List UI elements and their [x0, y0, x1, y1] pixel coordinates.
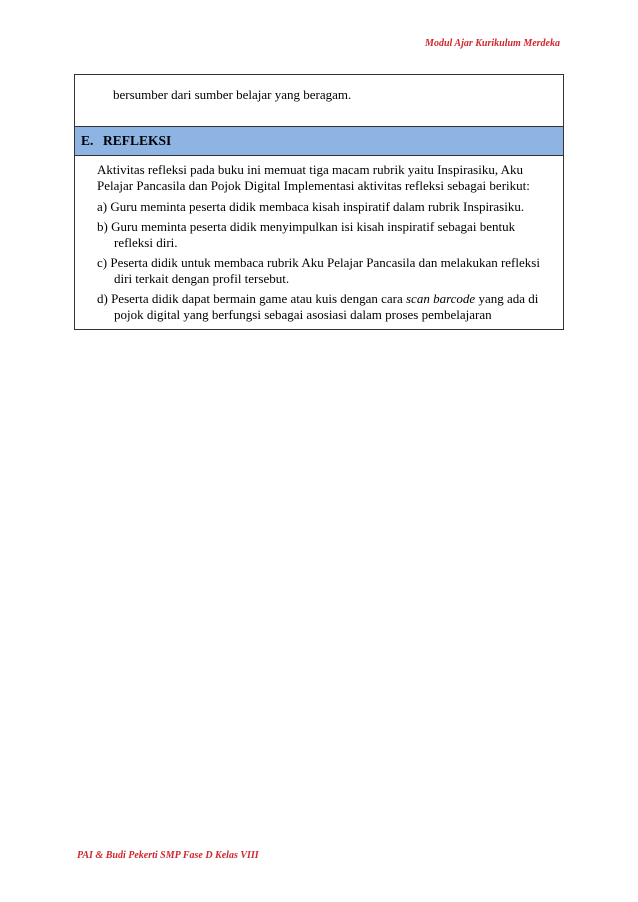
section-body	[75, 156, 563, 329]
list-item-a: a) Guru meminta peserta didik membaca kisah inspiratif dalam rubrik Inspirasiku.	[97, 199, 525, 214]
list-item-b: b) Guru meminta peserta didik menyimpulkan isi kisah inspiratif sebagai bentuk refleksi diri.	[97, 219, 516, 250]
module-header: Modul Ajar Kurikulum Merdeka	[425, 38, 560, 49]
section-letter: E.	[81, 133, 94, 148]
list-item-d-italic-term: scan barcode	[406, 291, 476, 306]
continuation-text: bersumber dari sumber belajar yang beragam.	[113, 87, 352, 102]
list-item-d-text-start: d) Peserta didik dapat bermain game atau kuis dengan cara	[97, 291, 406, 306]
list-item-c: c) Peserta didik untuk membaca rubrik Aku Pelajar Pancasila dan melakukan refleksi diri terkait dengan profil tersebut.	[97, 255, 540, 286]
section-title: REFLEKSI	[103, 133, 172, 148]
content-table	[74, 74, 564, 330]
section-intro: Aktivitas refleksi pada buku ini memuat tiga macam rubrik yaitu Inspirasiku, Aku Pelajar Pancasila dan Pojok Digital Implementasi aktivitas refleksi sebagai berikut:	[97, 162, 530, 193]
book-footer: PAI & Budi Pekerti SMP Fase D Kelas VIII	[77, 850, 259, 861]
list-item-d	[97, 291, 557, 323]
list-item-d-text-end: yang ada di pojok digital yang berfungsi sebagai asosiasi dalam proses pembelajaran	[114, 291, 539, 322]
section-heading	[75, 126, 563, 156]
